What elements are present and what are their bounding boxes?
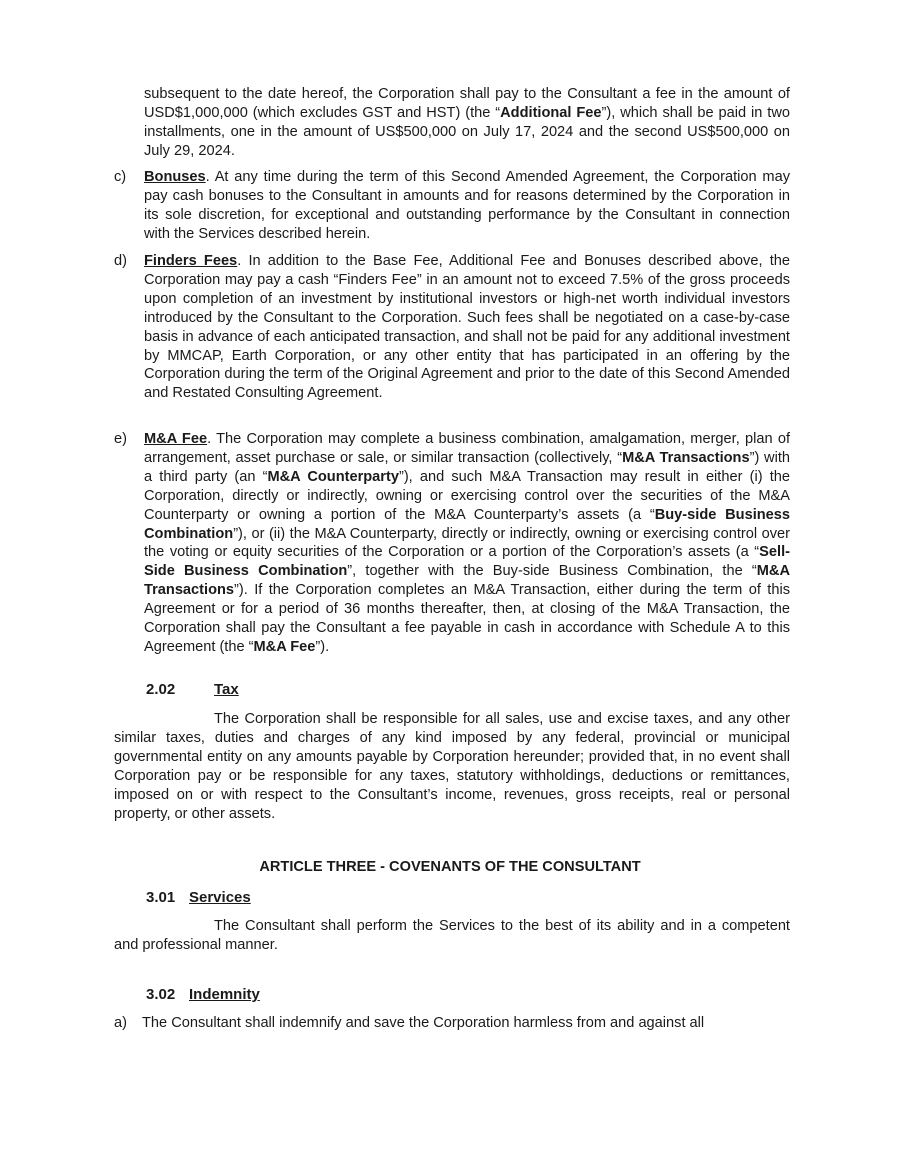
clause-e-ma-fee — [114, 430, 790, 657]
defined-term: M&A Transactions — [144, 563, 790, 599]
section-2-02-heading — [146, 681, 239, 700]
section-3-02-heading — [146, 986, 260, 1005]
clause-c-bonuses — [114, 168, 790, 244]
clause-text: . The Corporation may complete a business combination, amalgamation, merger, plan of arrangement, asset purchase or sale, or similar transaction (collectively, “ — [144, 431, 790, 466]
section-title: Tax — [214, 681, 239, 698]
section-number: 2.02 — [146, 681, 176, 698]
section-text: The Consultant shall perform the Services to the best of its ability and in a competent and professional manner. — [114, 918, 790, 953]
intro-text: subsequent to the date hereof, the Corporation shall pay to the Consultant a fee in the amount of USD$1,000,000 (which excludes GST and HST) (the “ — [144, 86, 790, 121]
defined-term: Buy-side Business Combination — [144, 506, 791, 542]
clause-marker: a) — [114, 1015, 127, 1031]
clause-title: Finders Fees — [144, 253, 238, 269]
clause-marker: c) — [114, 169, 127, 185]
clause-marker: e) — [114, 431, 127, 447]
clause-text: ”) with a third party (an “ — [144, 449, 791, 485]
clause-text: ”). — [315, 638, 330, 655]
clause-text: . In addition to the Base Fee, Additional Fee and Bonuses described above, the Corporation may pay a cash “Finders Fee” in an amount not to exceed 7.5% of the gross proceeds upon completion of an investment by institutional investors or high-net worth individual investors introduced by the Consultant to the Corporation. Such fees shall be negotiated on a case-by-case basis in advance of each anticipated transaction, and shall not be paid for any additional investment by MMCAP, Earth Corporation, or any other entity that has participated in an offering by the Corporation during the term of the Original Agreement and prior to the date of this Second Amended and Restated Consulting Agreement. — [144, 253, 791, 402]
clause-text: ”). If the Corporation completes an M&A Transaction, either during the term of this Agreement or for a period of 36 months thereafter, then, at closing of the M&A Transaction, the Corporation shall pay the Consultant a fee payable in cash in accordance with Schedule A to this Agreement (the “ — [144, 582, 790, 655]
clause-marker: d) — [114, 253, 127, 269]
section-number: 3.02 — [146, 986, 176, 1003]
clause-text: The Consultant shall indemnify and save the Corporation harmless from and against all — [142, 1015, 705, 1031]
additional-fee-term: Additional Fee — [500, 104, 602, 121]
clause-d-finders-fees — [114, 252, 790, 403]
defined-term: Sell-Side Business Combination — [144, 544, 790, 580]
section-text: The Corporation shall be responsible for all sales, use and excise taxes, and any other similar taxes, duties and charges of any kind imposed by any federal, provincial or municipal governmental entity on any amounts payable by Corporation hereunder; provided that, in no event shall Corporation pay or be responsible for any taxes, statutory withholdings, deductions or remittances, imposed on or with respect to the Consultant’s income, revenues, gross receipts, real or personal property, or other assets. — [114, 711, 790, 822]
clause-title: Bonuses — [144, 169, 206, 185]
clause-title: M&A Fee — [144, 431, 208, 447]
clause-text: ”), or (ii) the M&A Counterparty, directly or indirectly, owning or exercising control over the voting or equity securities of the Corporation or a portion of the Corporation’s assets (a “ — [144, 525, 790, 561]
section-3-01-body — [114, 917, 790, 955]
section-number: 3.01 — [146, 889, 176, 906]
section-2-02-body — [114, 710, 790, 823]
defined-term: M&A Transactions — [622, 449, 750, 466]
section-title: Services — [189, 889, 251, 906]
section-3-02-clause-a — [114, 1014, 790, 1033]
defined-term: M&A Counterparty — [267, 468, 399, 485]
clause-text: ”, together with the Buy-side Business Combination, the “ — [347, 563, 757, 580]
intro-paragraph — [144, 85, 790, 161]
section-3-01-heading — [146, 889, 251, 908]
intro-text-end: ”), which shall be paid in two installments, one in the amount of US$500,000 on July 17, 2024 and the second US$500,000 on July 29, 2024. — [144, 104, 790, 159]
clause-text: . At any time during the term of this Second Amended Agreement, the Corporation may pay cash bonuses to the Consultant in amounts and for reasons determined by the Corporation in its sole discretion, for exceptional and outstanding performance by the Consultant in connection with the Services described herein. — [144, 169, 790, 242]
clause-text: ”), and such M&A Transaction may result in either (i) the Corporation, directly or indirectly, owning or exercising control over the securities of the M&A Counterparty or owning a portion of the M&A Counterparty’s assets (a “ — [144, 468, 790, 523]
section-title: Indemnity — [189, 986, 260, 1003]
article-three-heading: ARTICLE THREE - COVENANTS OF THE CONSULTANT — [259, 859, 641, 875]
defined-term: M&A Fee — [253, 638, 316, 655]
